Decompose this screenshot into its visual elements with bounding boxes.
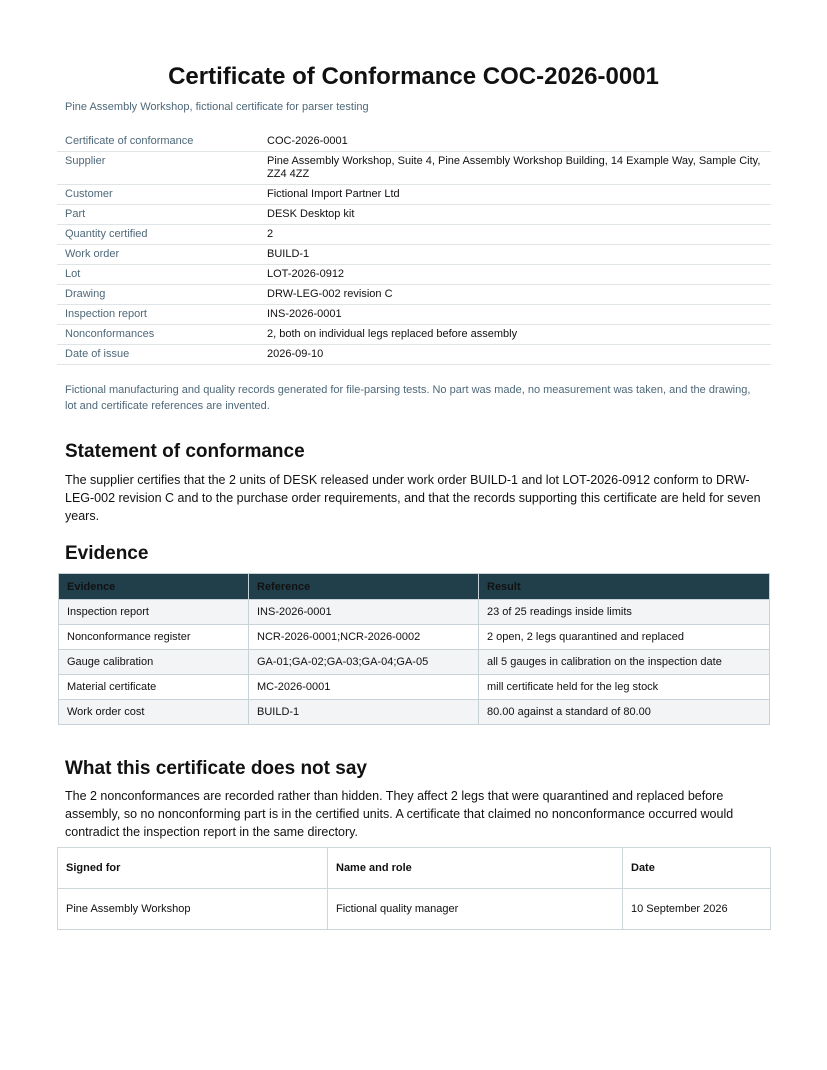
evidence-cell: Material certificate [59, 675, 249, 700]
table-row [59, 600, 770, 625]
signature-table [57, 847, 771, 930]
date-value: 10 September 2026 [623, 889, 771, 930]
detail-row [57, 205, 771, 225]
evidence-header-row [59, 574, 770, 600]
result-cell: 2 open, 2 legs quarantined and replaced [479, 625, 770, 650]
result-cell: all 5 gauges in calibration on the inspection date [479, 650, 770, 675]
signature-row [58, 889, 771, 930]
detail-value: Pine Assembly Workshop, Suite 4, Pine Assembly Workshop Building, 14 Example Way, Sample City, ZZ4 4ZZ [259, 152, 771, 185]
detail-row [57, 345, 771, 365]
detail-value: 2, both on individual legs replaced before assembly [259, 325, 771, 345]
disclaimer-text: The 2 nonconformances are recorded rather than hidden. They affect 2 legs that were quarantined and replaced before assembly, so no nonconforming part is in the certified units. A certificate that claimed no nonconformance occurred would contradict the inspection report in the same directory. [65, 789, 734, 839]
detail-label: Supplier [57, 152, 259, 185]
detail-value: DESK Desktop kit [259, 205, 771, 225]
table-row [59, 625, 770, 650]
disclaimer-heading: What this certificate does not say [65, 758, 367, 779]
result-cell: 23 of 25 readings inside limits [479, 600, 770, 625]
detail-row [57, 152, 771, 185]
page-subtitle: Pine Assembly Workshop, fictional certificate for parser testing [65, 101, 369, 113]
table-row [59, 675, 770, 700]
detail-row [57, 325, 771, 345]
table-row [59, 700, 770, 725]
signed-for-header: Signed for [58, 848, 328, 889]
detail-label: Certificate of conformance [57, 132, 259, 152]
detail-row [57, 185, 771, 205]
result-cell: mill certificate held for the leg stock [479, 675, 770, 700]
evidence-heading: Evidence [65, 543, 149, 564]
column-header-result: Result [479, 574, 770, 600]
detail-value: Fictional Import Partner Ltd [259, 185, 771, 205]
detail-row [57, 132, 771, 152]
detail-row [57, 305, 771, 325]
detail-label: Date of issue [57, 345, 259, 365]
evidence-table [58, 573, 770, 725]
page-title: Certificate of Conformance COC-2026-0001 [168, 63, 659, 90]
result-cell: 80.00 against a standard of 80.00 [479, 700, 770, 725]
detail-row [57, 265, 771, 285]
evidence-cell: Nonconformance register [59, 625, 249, 650]
detail-row [57, 225, 771, 245]
reference-cell: INS-2026-0001 [249, 600, 479, 625]
detail-value: LOT-2026-0912 [259, 265, 771, 285]
detail-value: 2026-09-10 [259, 345, 771, 365]
certificate-details-table [57, 132, 771, 365]
detail-label: Customer [57, 185, 259, 205]
detail-value: DRW-LEG-002 revision C [259, 285, 771, 305]
reference-cell: GA-01;GA-02;GA-03;GA-04;GA-05 [249, 650, 479, 675]
table-row [59, 650, 770, 675]
detail-label: Inspection report [57, 305, 259, 325]
detail-label: Drawing [57, 285, 259, 305]
detail-value: BUILD-1 [259, 245, 771, 265]
detail-value: COC-2026-0001 [259, 132, 771, 152]
detail-label: Quantity certified [57, 225, 259, 245]
detail-label: Work order [57, 245, 259, 265]
statement-text: The supplier certifies that the 2 units of DESK released under work order BUILD-1 and lot LOT-2026-0912 conform to DRW-LEG-002 revision C and to the purchase order requirements, and that the records supporting this certificate are held for seven years. [65, 473, 761, 523]
reference-cell: BUILD-1 [249, 700, 479, 725]
reference-cell: MC-2026-0001 [249, 675, 479, 700]
signature-header-row [58, 848, 771, 889]
detail-label: Part [57, 205, 259, 225]
column-header-evidence: Evidence [59, 574, 249, 600]
detail-label: Lot [57, 265, 259, 285]
name-and-role-value: Fictional quality manager [328, 889, 623, 930]
signed-for-value: Pine Assembly Workshop [58, 889, 328, 930]
name-and-role-header: Name and role [328, 848, 623, 889]
reference-cell: NCR-2026-0001;NCR-2026-0002 [249, 625, 479, 650]
evidence-cell: Work order cost [59, 700, 249, 725]
detail-row [57, 285, 771, 305]
detail-value: 2 [259, 225, 771, 245]
detail-label: Nonconformances [57, 325, 259, 345]
detail-value: INS-2026-0001 [259, 305, 771, 325]
evidence-cell: Gauge calibration [59, 650, 249, 675]
detail-row [57, 245, 771, 265]
evidence-cell: Inspection report [59, 600, 249, 625]
fictional-records-note: Fictional manufacturing and quality records generated for file-parsing tests. No part was made, no measurement was taken, and the drawing, lot and certificate references are invented. [65, 384, 751, 412]
column-header-reference: Reference [249, 574, 479, 600]
statement-heading: Statement of conformance [65, 441, 305, 462]
date-header: Date [623, 848, 771, 889]
